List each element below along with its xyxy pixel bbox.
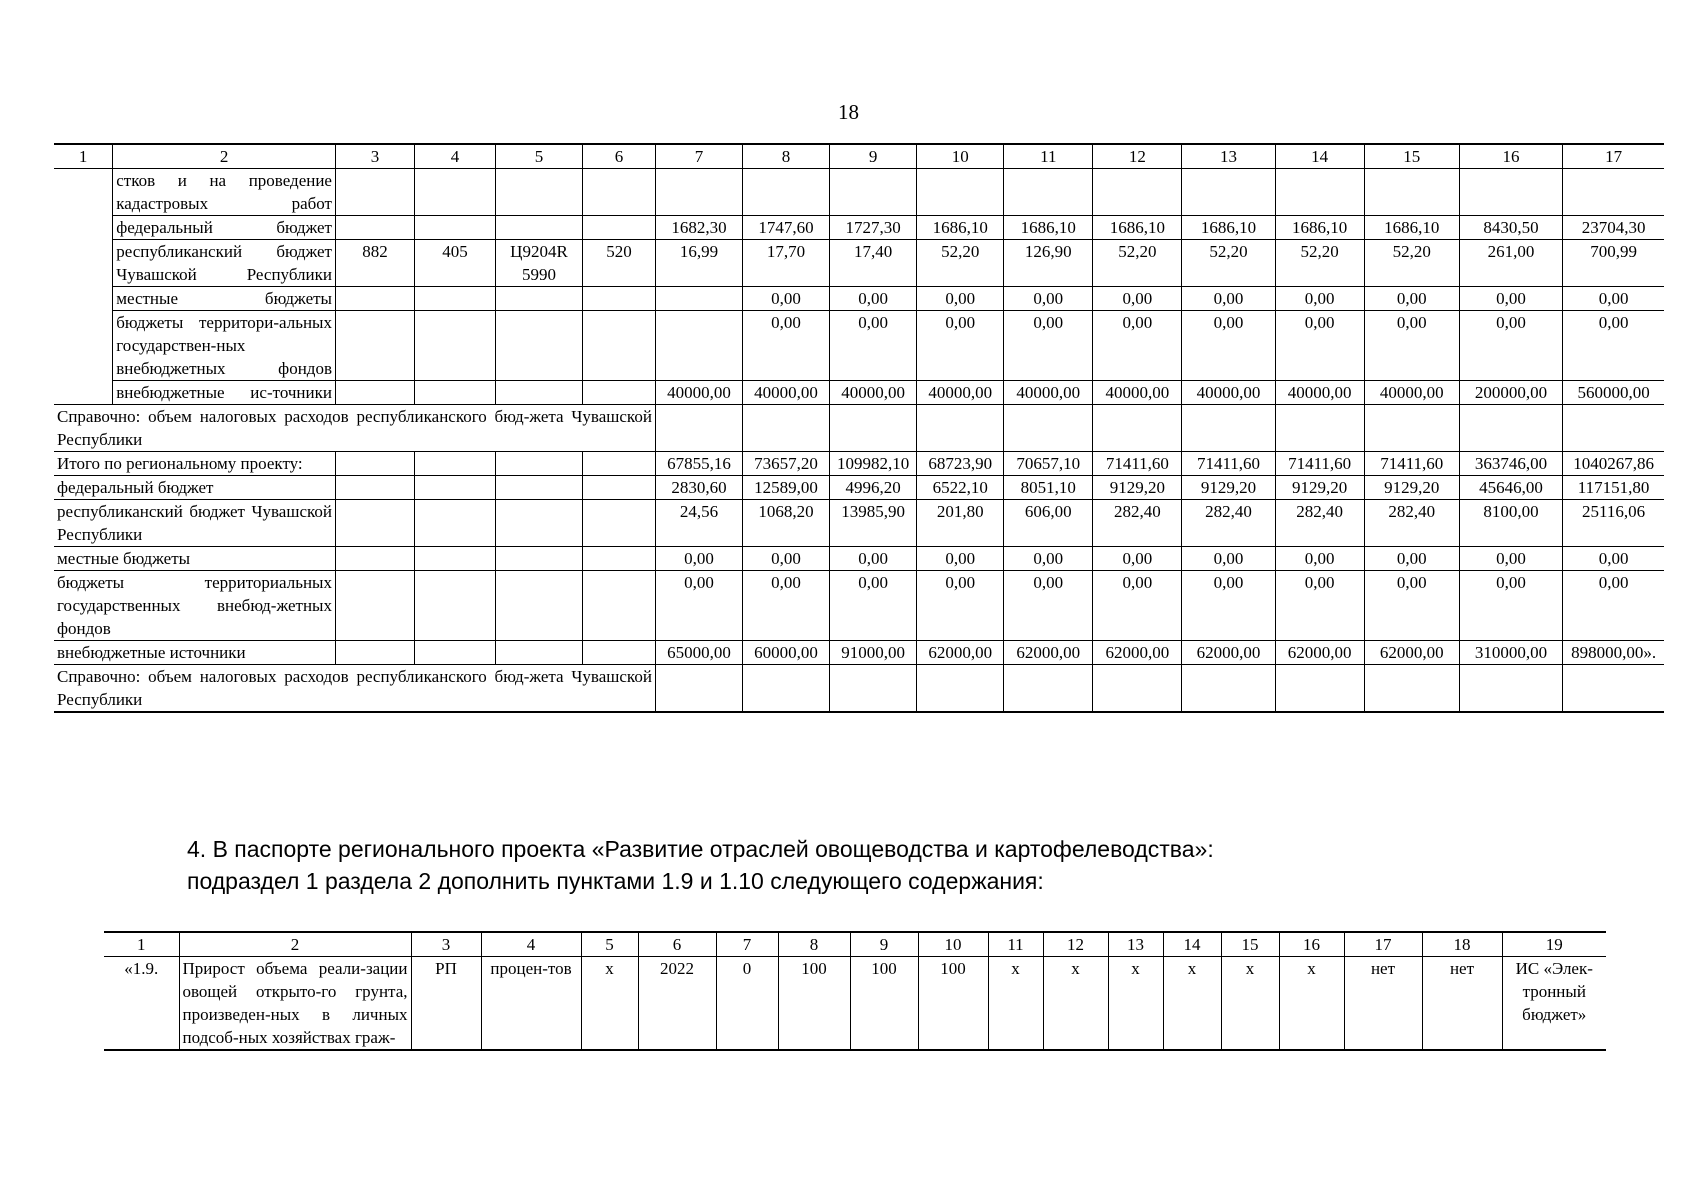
value-cell: 0,00 <box>1182 571 1275 641</box>
value-cell: 1747,60 <box>743 216 830 240</box>
value-cell: 52,20 <box>1182 240 1275 287</box>
value-cell <box>1093 169 1182 216</box>
value-cell <box>743 665 830 713</box>
value-cell <box>830 405 917 452</box>
column-number: 11 <box>988 932 1043 957</box>
value-cell: 0,00 <box>1563 547 1664 571</box>
value-cell: 62000,00 <box>1275 641 1364 665</box>
value-cell <box>1182 405 1275 452</box>
value-cell: 1727,30 <box>830 216 917 240</box>
value-cell: 0,00 <box>1093 571 1182 641</box>
code-cell <box>495 169 582 216</box>
code-cell <box>583 476 656 500</box>
row-label: стков и на проведение кадастровых работ <box>113 169 336 216</box>
value-cell: 0,00 <box>743 571 830 641</box>
value-cell: 71411,60 <box>1093 452 1182 476</box>
value-cell: 40000,00 <box>830 381 917 405</box>
value-cell: 700,99 <box>1563 240 1664 287</box>
row-label: Справочно: объем налоговых расходов республиканского бюд-жета Чувашской Республики <box>54 665 655 713</box>
column-number: 1 <box>54 144 113 169</box>
value-cell: 62000,00 <box>1182 641 1275 665</box>
indicator-table <box>104 931 1606 1051</box>
column-number: 19 <box>1502 932 1606 957</box>
code-cell <box>495 311 582 381</box>
row-label: местные бюджеты <box>54 547 335 571</box>
value-cell: 17,40 <box>830 240 917 287</box>
code-cell <box>414 216 495 240</box>
row-label: федеральный бюджет <box>113 216 336 240</box>
value-cell: 60000,00 <box>743 641 830 665</box>
code-cell <box>583 311 656 381</box>
column-number: 15 <box>1364 144 1459 169</box>
value-cell: 0 <box>716 957 778 1051</box>
value-cell: 40000,00 <box>1364 381 1459 405</box>
value-cell: 0,00 <box>830 547 917 571</box>
value-cell <box>1364 405 1459 452</box>
value-cell: 8430,50 <box>1459 216 1562 240</box>
column-number: 2 <box>113 144 336 169</box>
column-number: 4 <box>481 932 581 957</box>
value-cell: 0,00 <box>1275 547 1364 571</box>
column-number: 7 <box>655 144 742 169</box>
column-number: 5 <box>495 144 582 169</box>
value-cell <box>1275 405 1364 452</box>
value-cell: 73657,20 <box>743 452 830 476</box>
value-cell: 310000,00 <box>1459 641 1562 665</box>
value-cell: 117151,80 <box>1563 476 1664 500</box>
value-cell: 0,00 <box>1275 571 1364 641</box>
value-cell: х <box>1221 957 1279 1051</box>
value-cell: х <box>988 957 1043 1051</box>
value-cell <box>655 169 742 216</box>
code-cell <box>583 287 656 311</box>
value-cell: 40000,00 <box>655 381 742 405</box>
column-number: 6 <box>638 932 716 957</box>
value-cell: 52,20 <box>917 240 1004 287</box>
code-cell <box>583 381 656 405</box>
value-cell: 4996,20 <box>830 476 917 500</box>
value-cell <box>1182 169 1275 216</box>
column-number: 9 <box>830 144 917 169</box>
table-row <box>54 311 1664 381</box>
value-cell: процен-тов <box>481 957 581 1051</box>
code-cell <box>495 452 582 476</box>
value-cell: 0,00 <box>1093 547 1182 571</box>
code-cell <box>583 641 656 665</box>
value-cell <box>743 405 830 452</box>
value-cell: 1686,10 <box>1093 216 1182 240</box>
row-label: республиканский бюджет Чувашской Республики <box>54 500 335 547</box>
value-cell: 45646,00 <box>1459 476 1562 500</box>
code-cell <box>335 287 414 311</box>
value-cell: 52,20 <box>1093 240 1182 287</box>
value-cell: 71411,60 <box>1275 452 1364 476</box>
value-cell: 0,00 <box>830 287 917 311</box>
code-cell <box>335 169 414 216</box>
code-cell <box>414 452 495 476</box>
value-cell: 12589,00 <box>743 476 830 500</box>
table-row <box>54 665 1664 713</box>
column-number: 11 <box>1004 144 1093 169</box>
code-cell <box>335 452 414 476</box>
value-cell <box>1004 169 1093 216</box>
paragraph-line-1: 4. В паспорте регионального проекта «Развитие отраслей овощеводства и картофелеводства»: <box>187 836 1214 862</box>
value-cell: 9129,20 <box>1182 476 1275 500</box>
value-cell <box>1004 405 1093 452</box>
value-cell: 0,00 <box>830 311 917 381</box>
value-cell: х <box>1108 957 1163 1051</box>
value-cell: 100 <box>778 957 850 1051</box>
value-cell <box>1459 665 1562 713</box>
value-cell: 62000,00 <box>1093 641 1182 665</box>
value-cell: нет <box>1422 957 1502 1051</box>
value-cell: 0,00 <box>1004 287 1093 311</box>
value-cell: 40000,00 <box>1093 381 1182 405</box>
value-cell: 2022 <box>638 957 716 1051</box>
row-label: республиканский бюджет Чувашской Республики <box>113 240 336 287</box>
value-cell: х <box>1163 957 1221 1051</box>
value-cell: х <box>1043 957 1108 1051</box>
value-cell: 8051,10 <box>1004 476 1093 500</box>
value-cell: 1686,10 <box>1004 216 1093 240</box>
column-number: 14 <box>1163 932 1221 957</box>
value-cell <box>830 169 917 216</box>
value-cell: 0,00 <box>917 287 1004 311</box>
value-cell: 0,00 <box>743 547 830 571</box>
value-cell: 282,40 <box>1364 500 1459 547</box>
column-number: 2 <box>179 932 411 957</box>
value-cell: 0,00 <box>655 547 742 571</box>
code-cell <box>414 476 495 500</box>
value-cell: 282,40 <box>1275 500 1364 547</box>
column-number: 13 <box>1108 932 1163 957</box>
column-number: 14 <box>1275 144 1364 169</box>
code-cell <box>583 169 656 216</box>
value-cell <box>1182 665 1275 713</box>
value-cell: 1686,10 <box>1364 216 1459 240</box>
row-label: Итого по региональному проекту: <box>54 452 335 476</box>
value-cell: х <box>1279 957 1344 1051</box>
value-cell: 1686,10 <box>1275 216 1364 240</box>
code-cell <box>495 476 582 500</box>
value-cell: 0,00 <box>655 571 742 641</box>
table-row <box>54 216 1664 240</box>
code-cell <box>495 500 582 547</box>
column-number: 3 <box>335 144 414 169</box>
value-cell <box>830 665 917 713</box>
value-cell <box>1275 665 1364 713</box>
code-cell <box>495 571 582 641</box>
value-cell: 0,00 <box>1093 287 1182 311</box>
value-cell: 0,00 <box>917 571 1004 641</box>
code-cell <box>335 476 414 500</box>
value-cell: 0,00 <box>743 287 830 311</box>
value-cell: 261,00 <box>1459 240 1562 287</box>
value-cell: 68723,90 <box>917 452 1004 476</box>
value-cell: нет <box>1344 957 1422 1051</box>
column-number: 7 <box>716 932 778 957</box>
column-number: 12 <box>1043 932 1108 957</box>
code-cell <box>414 547 495 571</box>
code-cell <box>335 547 414 571</box>
value-cell: 70657,10 <box>1004 452 1093 476</box>
row-label: внебюджетные источники <box>54 641 335 665</box>
page-number: 18 <box>838 100 859 124</box>
value-cell <box>917 169 1004 216</box>
row-label: федеральный бюджет <box>54 476 335 500</box>
column-number: 4 <box>414 144 495 169</box>
value-cell: 0,00 <box>1004 571 1093 641</box>
column-number: 10 <box>918 932 988 957</box>
value-cell: 282,40 <box>1182 500 1275 547</box>
column-number: 16 <box>1279 932 1344 957</box>
value-cell: 100 <box>850 957 918 1051</box>
table-row <box>54 381 1664 405</box>
code-cell <box>335 216 414 240</box>
value-cell: 16,99 <box>655 240 742 287</box>
merged-cell <box>54 169 113 405</box>
value-cell: 0,00 <box>1364 287 1459 311</box>
code-cell <box>414 500 495 547</box>
code-cell: 405 <box>414 240 495 287</box>
code-cell <box>583 547 656 571</box>
value-cell: 0,00 <box>1364 311 1459 381</box>
column-number: 5 <box>581 932 638 957</box>
value-cell: 109982,10 <box>830 452 917 476</box>
code-cell <box>414 641 495 665</box>
value-cell <box>1563 169 1664 216</box>
value-cell: 0,00 <box>1364 571 1459 641</box>
value-cell: 1686,10 <box>1182 216 1275 240</box>
table-row <box>54 287 1664 311</box>
value-cell: 200000,00 <box>1459 381 1562 405</box>
value-cell: 13985,90 <box>830 500 917 547</box>
code-cell <box>583 216 656 240</box>
code-cell <box>583 452 656 476</box>
value-cell: 40000,00 <box>917 381 1004 405</box>
value-cell: 52,20 <box>1364 240 1459 287</box>
code-cell <box>414 169 495 216</box>
column-number: 12 <box>1093 144 1182 169</box>
value-cell: ИС «Элек-тронный бюджет» <box>1502 957 1606 1051</box>
value-cell <box>1563 405 1664 452</box>
table-row <box>54 169 1664 216</box>
table-row <box>54 452 1664 476</box>
value-cell: «1.9. <box>104 957 179 1051</box>
value-cell: 0,00 <box>1004 311 1093 381</box>
column-number: 16 <box>1459 144 1562 169</box>
code-cell <box>335 311 414 381</box>
value-cell: 0,00 <box>743 311 830 381</box>
row-label: бюджеты территориальных государственных внебюд-жетных фондов <box>54 571 335 641</box>
column-number: 17 <box>1344 932 1422 957</box>
code-cell: 520 <box>583 240 656 287</box>
code-cell <box>583 571 656 641</box>
value-cell: 52,20 <box>1275 240 1364 287</box>
column-number: 9 <box>850 932 918 957</box>
table-row <box>54 500 1664 547</box>
value-cell: 0,00 <box>1563 571 1664 641</box>
value-cell: 0,00 <box>1275 287 1364 311</box>
value-cell <box>743 169 830 216</box>
value-cell: 40000,00 <box>1275 381 1364 405</box>
table-row <box>54 240 1664 287</box>
code-cell <box>335 381 414 405</box>
value-cell: 0,00 <box>1182 547 1275 571</box>
column-number: 8 <box>743 144 830 169</box>
value-cell <box>655 311 742 381</box>
value-cell: 0,00 <box>1182 311 1275 381</box>
paragraph-line-2: подраздел 1 раздела 2 дополнить пунктами 1.9 и 1.10 следующего содержания: <box>187 868 1044 894</box>
value-cell: 0,00 <box>1004 547 1093 571</box>
value-cell: 1068,20 <box>743 500 830 547</box>
value-cell: 560000,00 <box>1563 381 1664 405</box>
table-row <box>54 571 1664 641</box>
value-cell: 0,00 <box>1459 311 1562 381</box>
value-cell: 40000,00 <box>743 381 830 405</box>
code-cell <box>414 311 495 381</box>
value-cell: 898000,00». <box>1563 641 1664 665</box>
budget-table <box>54 143 1664 713</box>
value-cell <box>1459 169 1562 216</box>
value-cell: 363746,00 <box>1459 452 1562 476</box>
value-cell <box>1459 405 1562 452</box>
code-cell <box>414 571 495 641</box>
code-cell <box>414 381 495 405</box>
column-number: 1 <box>104 932 179 957</box>
value-cell <box>1093 405 1182 452</box>
value-cell: 126,90 <box>1004 240 1093 287</box>
value-cell: 0,00 <box>917 311 1004 381</box>
value-cell <box>655 405 742 452</box>
value-cell <box>655 287 742 311</box>
value-cell: 9129,20 <box>1275 476 1364 500</box>
value-cell: 2830,60 <box>655 476 742 500</box>
value-cell: Прирост объема реали-зации овощей открыто-го грунта, произведен-ных в личных подсоб-ных хозяйствах граж- <box>179 957 411 1051</box>
column-number: 13 <box>1182 144 1275 169</box>
row-label: Справочно: объем налоговых расходов республиканского бюд-жета Чувашской Республики <box>54 405 655 452</box>
code-cell <box>495 641 582 665</box>
column-number: 3 <box>411 932 481 957</box>
code-cell: 882 <box>335 240 414 287</box>
table-row <box>54 405 1664 452</box>
value-cell: 25116,06 <box>1563 500 1664 547</box>
column-number: 18 <box>1422 932 1502 957</box>
column-number: 8 <box>778 932 850 957</box>
value-cell <box>655 665 742 713</box>
value-cell <box>1093 665 1182 713</box>
value-cell: 62000,00 <box>1004 641 1093 665</box>
value-cell: 8100,00 <box>1459 500 1562 547</box>
value-cell <box>1004 665 1093 713</box>
value-cell: 71411,60 <box>1364 452 1459 476</box>
row-label: внебюджетные ис-точники <box>113 381 336 405</box>
value-cell: 62000,00 <box>1364 641 1459 665</box>
table-row <box>54 476 1664 500</box>
value-cell: 24,56 <box>655 500 742 547</box>
code-cell <box>495 287 582 311</box>
value-cell: 282,40 <box>1093 500 1182 547</box>
code-cell <box>335 500 414 547</box>
code-cell <box>335 571 414 641</box>
column-number: 6 <box>583 144 656 169</box>
column-number: 10 <box>917 144 1004 169</box>
value-cell <box>1364 169 1459 216</box>
column-number: 15 <box>1221 932 1279 957</box>
value-cell: 0,00 <box>1364 547 1459 571</box>
value-cell: 65000,00 <box>655 641 742 665</box>
value-cell: 0,00 <box>1275 311 1364 381</box>
value-cell: 91000,00 <box>830 641 917 665</box>
value-cell: 0,00 <box>917 547 1004 571</box>
value-cell: РП <box>411 957 481 1051</box>
value-cell: 9129,20 <box>1093 476 1182 500</box>
value-cell: 0,00 <box>1563 311 1664 381</box>
value-cell: 0,00 <box>1459 287 1562 311</box>
table-row <box>54 547 1664 571</box>
value-cell <box>1275 169 1364 216</box>
table-row <box>54 641 1664 665</box>
value-cell: 100 <box>918 957 988 1051</box>
value-cell <box>917 665 1004 713</box>
value-cell: 23704,30 <box>1563 216 1664 240</box>
value-cell: 201,80 <box>917 500 1004 547</box>
column-number: 17 <box>1563 144 1664 169</box>
value-cell: 67855,16 <box>655 452 742 476</box>
value-cell: 40000,00 <box>1004 381 1093 405</box>
code-cell <box>495 381 582 405</box>
code-cell <box>583 500 656 547</box>
value-cell: 6522,10 <box>917 476 1004 500</box>
value-cell: 62000,00 <box>917 641 1004 665</box>
table-header-row <box>54 144 1664 169</box>
value-cell: 1686,10 <box>917 216 1004 240</box>
code-cell <box>414 287 495 311</box>
value-cell: 0,00 <box>1182 287 1275 311</box>
value-cell: 0,00 <box>1093 311 1182 381</box>
table-row <box>104 957 1606 1051</box>
value-cell: 0,00 <box>1459 547 1562 571</box>
value-cell: 0,00 <box>1563 287 1664 311</box>
value-cell: 17,70 <box>743 240 830 287</box>
value-cell <box>1364 665 1459 713</box>
value-cell: 71411,60 <box>1182 452 1275 476</box>
value-cell: 0,00 <box>830 571 917 641</box>
value-cell: 606,00 <box>1004 500 1093 547</box>
code-cell <box>495 216 582 240</box>
value-cell <box>917 405 1004 452</box>
value-cell: 40000,00 <box>1182 381 1275 405</box>
code-cell <box>335 641 414 665</box>
value-cell <box>1563 665 1664 713</box>
table-header-row <box>104 932 1606 957</box>
value-cell: 0,00 <box>1459 571 1562 641</box>
value-cell: 1040267,86 <box>1563 452 1664 476</box>
value-cell: 9129,20 <box>1364 476 1459 500</box>
code-cell <box>495 547 582 571</box>
row-label: бюджеты территори-альных государствен-ных внебюджетных фондов <box>113 311 336 381</box>
value-cell: х <box>581 957 638 1051</box>
code-cell: Ц9204R 5990 <box>495 240 582 287</box>
row-label: местные бюджеты <box>113 287 336 311</box>
value-cell: 1682,30 <box>655 216 742 240</box>
